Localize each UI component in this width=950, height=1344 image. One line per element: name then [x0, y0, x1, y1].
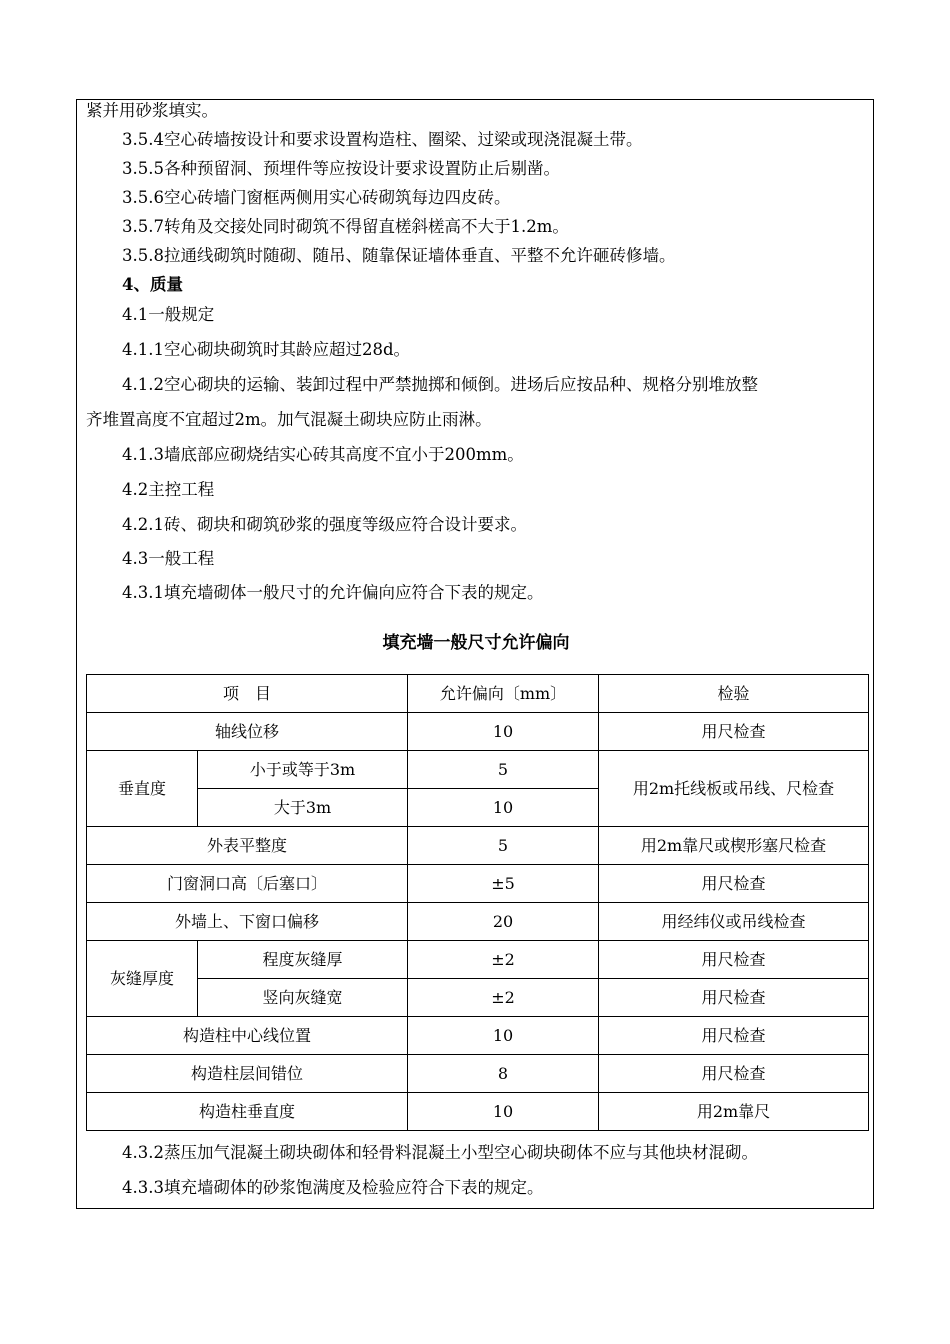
- text-line: 4.1.3墙底部应砌烧结实心砖其高度不宜小于200mm。: [122, 445, 524, 464]
- tolerance-cell: 10: [408, 1093, 599, 1131]
- item-cell: 门窗洞口高〔后塞口〕: [87, 865, 408, 903]
- text-line: 3.5.6空心砖墙门窗框两侧用实心砖砌筑每边四皮砖。: [122, 188, 511, 207]
- tolerance-cell: 5: [408, 751, 599, 789]
- text-line: 3.5.7转角及交接处同时砌筑不得留直槎斜槎高不大于1.2m。: [122, 217, 569, 236]
- tolerance-cell: ±5: [408, 865, 599, 903]
- item-cell: 构造柱垂直度: [87, 1093, 408, 1131]
- check-cell: 用尺检查: [599, 713, 869, 751]
- text-line: 4.3.2蒸压加气混凝土砌块砌体和轻骨料混凝土小型空心砌块砌体不应与其他块材混砌。: [122, 1143, 758, 1162]
- header-tolerance: 允许偏向〔mm〕: [408, 675, 599, 713]
- check-cell: 用2m托线板或吊线、尺检查: [599, 751, 869, 827]
- tolerance-cell: 20: [408, 903, 599, 941]
- tolerance-cell: 5: [408, 827, 599, 865]
- check-cell: 用尺检查: [599, 1017, 869, 1055]
- text-line: 3.5.4空心砖墙按设计和要求设置构造柱、圈梁、过梁或现浇混凝土带。: [122, 130, 643, 149]
- text-line: 4.1一般规定: [122, 305, 215, 324]
- table-title: 填充墙一般尺寸允许偏向: [382, 633, 570, 653]
- sub-item-cell: 大于3m: [198, 789, 408, 827]
- sub-item-cell: 小于或等于3m: [198, 751, 408, 789]
- check-cell: 用2m靠尺: [599, 1093, 869, 1131]
- text-line: 4.2.1砖、砌块和砌筑砂浆的强度等级应符合设计要求。: [122, 515, 527, 534]
- text-line: 齐堆置高度不宜超过2m。加气混凝土砌块应防止雨淋。: [86, 410, 492, 429]
- check-cell: 用经纬仪或吊线检查: [599, 903, 869, 941]
- table-row: [87, 1093, 869, 1131]
- text-line: 4.3.3填充墙砌体的砂浆饱满度及检验应符合下表的规定。: [122, 1178, 544, 1197]
- table-row: [87, 827, 869, 865]
- item-cell: 外墙上、下窗口偏移: [87, 903, 408, 941]
- table-row: [87, 903, 869, 941]
- sub-item-cell: 竖向灰缝宽: [198, 979, 408, 1017]
- check-cell: 用尺检查: [599, 865, 869, 903]
- tolerance-table: [86, 674, 869, 1131]
- tolerance-cell: 10: [408, 789, 599, 827]
- header-check: 检验: [599, 675, 869, 713]
- check-cell: 用尺检查: [599, 1055, 869, 1093]
- text-line: 4.2主控工程: [122, 480, 215, 499]
- item-cell: 构造柱层间错位: [87, 1055, 408, 1093]
- group-cell: 垂直度: [87, 751, 198, 827]
- tolerance-cell: 10: [408, 1017, 599, 1055]
- table-row: [87, 1017, 869, 1055]
- item-cell: 构造柱中心线位置: [87, 1017, 408, 1055]
- check-cell: 用尺检查: [599, 941, 869, 979]
- tolerance-cell: ±2: [408, 979, 599, 1017]
- tolerance-cell: 8: [408, 1055, 599, 1093]
- table-row: [87, 979, 869, 1017]
- table-row: [87, 751, 869, 789]
- table-header-row: [87, 675, 869, 713]
- text-line: 4.1.2空心砌块的运输、装卸过程中严禁抛掷和倾倒。进场后应按品种、规格分别堆放整: [122, 375, 758, 394]
- table-row: [87, 713, 869, 751]
- item-cell: 外表平整度: [87, 827, 408, 865]
- tolerance-cell: 10: [408, 713, 599, 751]
- table-row: [87, 1055, 869, 1093]
- text-line: 4.3一般工程: [122, 549, 215, 568]
- item-cell: 轴线位移: [87, 713, 408, 751]
- section-heading: 4、质量: [122, 275, 183, 294]
- text-line: 4.3.1填充墙砌体一般尺寸的允许偏向应符合下表的规定。: [122, 583, 544, 602]
- table-row: [87, 865, 869, 903]
- header-item: 项 目: [87, 675, 408, 713]
- sub-item-cell: 程度灰缝厚: [198, 941, 408, 979]
- text-line: 3.5.5各种预留洞、预埋件等应按设计要求设置防止后剔凿。: [122, 159, 560, 178]
- text-line: 紧并用砂浆填实。: [86, 101, 218, 120]
- check-cell: 用2m靠尺或楔形塞尺检查: [599, 827, 869, 865]
- table-row: [87, 941, 869, 979]
- group-cell: 灰缝厚度: [87, 941, 198, 1017]
- text-line: 4.1.1空心砌块砌筑时其龄应超过28d。: [122, 340, 411, 359]
- text-line: 3.5.8拉通线砌筑时随砌、随吊、随靠保证墙体垂直、平整不允许砸砖修墙。: [122, 246, 676, 265]
- tolerance-cell: ±2: [408, 941, 599, 979]
- document-frame: [76, 99, 874, 1209]
- check-cell: 用尺检查: [599, 979, 869, 1017]
